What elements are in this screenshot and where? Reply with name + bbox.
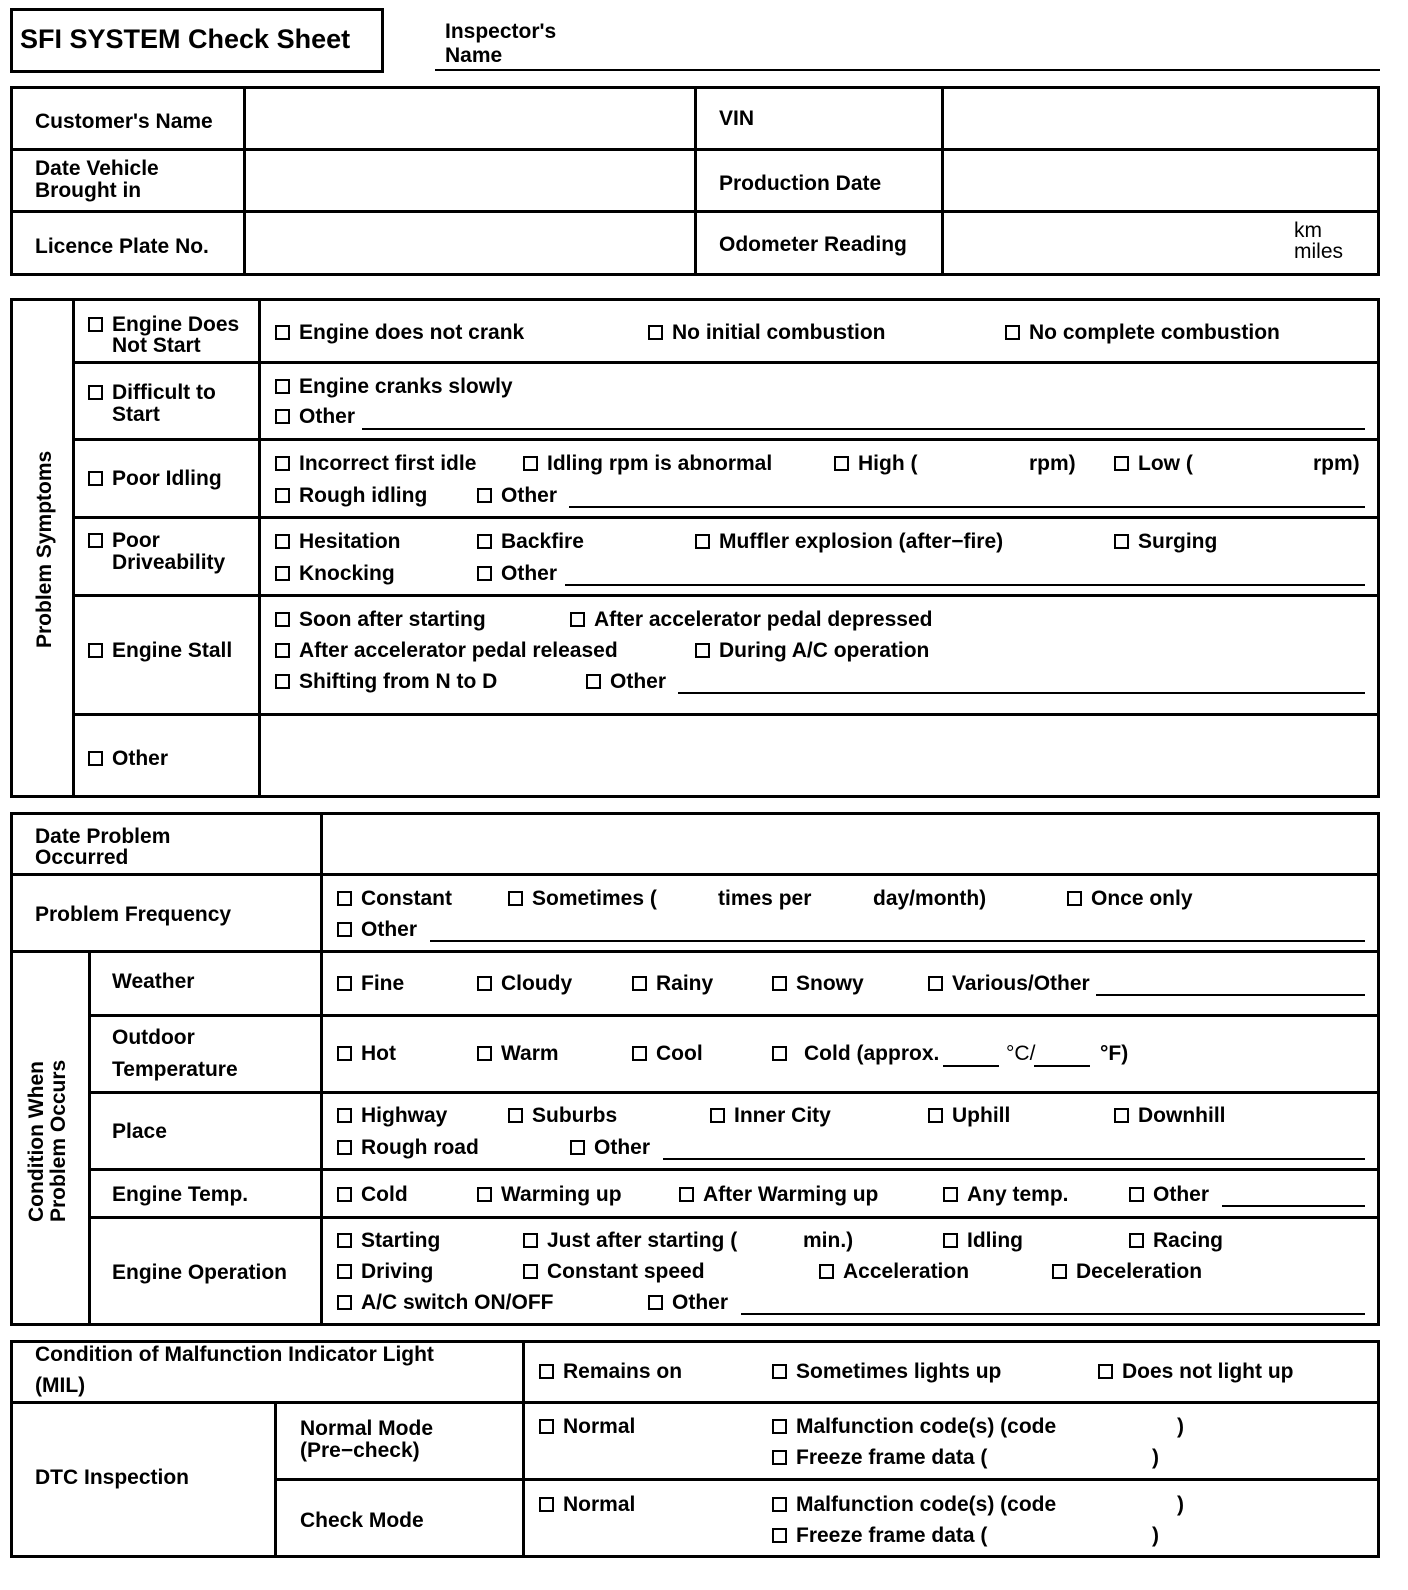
option-engine-cranks-slowly[interactable]: Engine cranks slowly	[275, 376, 513, 398]
checkbox[interactable]	[88, 643, 103, 658]
row-divider	[88, 1216, 1380, 1219]
option-sometimes-lights-up[interactable]: Sometimes lights up	[772, 1361, 1001, 1383]
option-driveability-other[interactable]: Other	[477, 563, 557, 585]
checkbox[interactable]	[523, 1264, 538, 1279]
weather-other-field[interactable]	[1096, 994, 1365, 996]
option-idling[interactable]: Idling	[943, 1230, 1023, 1252]
checkbox[interactable]	[275, 456, 290, 471]
fahrenheit-unit: °F)	[1100, 1042, 1129, 1065]
mil-label-2: (MIL)	[35, 1374, 86, 1397]
row-divider	[88, 1168, 1380, 1171]
checkbox[interactable]	[834, 456, 849, 471]
checkbox[interactable]	[88, 317, 103, 332]
symptom-other-label[interactable]: Other	[88, 748, 168, 770]
dtc-inspection-label: DTC Inspection	[35, 1466, 190, 1489]
km-unit: km	[1294, 219, 1322, 242]
checkbox[interactable]	[772, 1450, 787, 1465]
checkbox[interactable]	[570, 1140, 585, 1155]
checkbox[interactable]	[772, 1528, 787, 1543]
min-unit: min.)	[803, 1229, 854, 1252]
option-rough-idling[interactable]: Rough idling	[275, 485, 427, 507]
option-shifting-n-to-d[interactable]: Shifting from N to D	[275, 671, 497, 693]
inspector-label-1: Inspector's	[445, 20, 557, 43]
checkbox[interactable]	[586, 674, 601, 689]
option-freeze-frame-precheck[interactable]: Freeze frame data (	[772, 1447, 987, 1469]
celsius-field[interactable]	[943, 1065, 999, 1067]
option-engine-does-not-crank[interactable]: Engine does not crank	[275, 322, 524, 344]
option-warm[interactable]: Warm	[477, 1043, 559, 1065]
col-divider	[522, 1340, 525, 1558]
option-surging[interactable]: Surging	[1114, 531, 1217, 553]
option-high-rpm[interactable]: High (	[834, 453, 917, 475]
option-incorrect-first-idle[interactable]: Incorrect first idle	[275, 453, 476, 475]
option-acceleration[interactable]: Acceleration	[819, 1261, 969, 1283]
option-normal-precheck[interactable]: Normal	[539, 1416, 635, 1438]
idling-other-field[interactable]	[569, 506, 1365, 508]
option-frequency-other[interactable]: Other	[337, 919, 417, 941]
engine-does-not-start-label[interactable]: Engine Does	[88, 314, 239, 336]
option-constant-speed[interactable]: Constant speed	[523, 1261, 705, 1283]
row-divider	[10, 873, 1380, 876]
checkbox[interactable]	[928, 976, 943, 991]
checkbox[interactable]	[539, 1497, 554, 1512]
col-divider	[941, 86, 944, 276]
option-stall-other[interactable]: Other	[586, 671, 666, 693]
option-highway[interactable]: Highway	[337, 1105, 447, 1127]
option-hesitation[interactable]: Hesitation	[275, 531, 401, 553]
checkbox[interactable]	[275, 379, 290, 394]
problem-frequency-label: Problem Frequency	[35, 903, 232, 926]
option-fine[interactable]: Fine	[337, 973, 404, 995]
option-difficult-other[interactable]: Other	[275, 406, 355, 428]
option-warming-up[interactable]: Warming up	[477, 1184, 622, 1206]
checkbox[interactable]	[477, 976, 492, 991]
checkbox[interactable]	[275, 643, 290, 658]
option-cloudy[interactable]: Cloudy	[477, 973, 572, 995]
option-backfire[interactable]: Backfire	[477, 531, 584, 553]
col-divider	[258, 298, 261, 798]
checkbox[interactable]	[508, 891, 523, 906]
col-divider	[88, 950, 91, 1326]
inspector-label-2: Name	[445, 44, 503, 67]
option-various-other[interactable]: Various/Other	[928, 973, 1090, 995]
checkbox[interactable]	[337, 1295, 352, 1310]
checkbox[interactable]	[695, 534, 710, 549]
option-engine-temp-other[interactable]: Other	[1129, 1184, 1209, 1206]
checkbox[interactable]	[943, 1187, 958, 1202]
checkbox[interactable]	[819, 1264, 834, 1279]
date-problem-field[interactable]	[324, 815, 1376, 872]
option-uphill[interactable]: Uphill	[928, 1105, 1010, 1127]
customer-name-field[interactable]	[247, 89, 692, 147]
production-date-label: Production Date	[719, 172, 882, 195]
col-divider	[72, 298, 75, 798]
option-rainy[interactable]: Rainy	[632, 973, 713, 995]
checkbox[interactable]	[772, 976, 787, 991]
row-divider	[10, 1401, 1380, 1404]
checkbox[interactable]	[275, 409, 290, 424]
normal-mode-label-2: (Pre−check)	[300, 1439, 420, 1462]
checkbox[interactable]	[275, 325, 290, 340]
checkbox[interactable]	[337, 891, 352, 906]
option-place-other[interactable]: Other	[570, 1137, 650, 1159]
condition-label-2: Problem Occurs	[47, 1059, 70, 1222]
row-divider	[274, 1478, 1380, 1481]
row-divider	[72, 713, 1380, 716]
option-cold[interactable]: Cold	[337, 1184, 408, 1206]
outdoor-temp-label-2: Temperature	[112, 1058, 238, 1081]
checkbox[interactable]	[337, 976, 352, 991]
col-divider	[694, 86, 697, 276]
close-paren: )	[1177, 1493, 1184, 1516]
driveability-other-field[interactable]	[565, 584, 1365, 586]
poor-idling-label[interactable]: Poor Idling	[88, 468, 222, 490]
checkbox[interactable]	[1129, 1233, 1144, 1248]
option-operation-other[interactable]: Other	[648, 1292, 728, 1314]
weather-label: Weather	[112, 970, 195, 993]
row-divider	[88, 1091, 1380, 1094]
normal-mode-label-1: Normal Mode	[300, 1417, 434, 1440]
option-idling-rpm-abnormal[interactable]: Idling rpm is abnormal	[523, 453, 772, 475]
option-once-only[interactable]: Once only	[1067, 888, 1193, 910]
checkbox[interactable]	[275, 488, 290, 503]
times-per-text: times per	[718, 887, 812, 910]
engine-does-not-start-label-2: Not Start	[112, 334, 201, 357]
checkbox[interactable]	[1005, 325, 1020, 340]
customer-name-label: Customer's Name	[35, 110, 213, 133]
vin-field[interactable]	[945, 89, 1377, 147]
row-divider	[88, 1014, 1380, 1017]
option-constant[interactable]: Constant	[337, 888, 452, 910]
checkbox[interactable]	[477, 534, 492, 549]
checkbox[interactable]	[337, 922, 352, 937]
mil-label-1: Condition of Malfunction Indicator Light	[35, 1343, 434, 1366]
checkbox[interactable]	[632, 1046, 647, 1061]
checkbox[interactable]	[275, 612, 290, 627]
row-divider	[72, 594, 1380, 597]
option-muffler-explosion[interactable]: Muffler explosion (after−fire)	[695, 531, 1003, 553]
operation-other-field[interactable]	[741, 1313, 1365, 1315]
licence-label: Licence Plate No.	[35, 235, 209, 258]
checkbox[interactable]	[1129, 1187, 1144, 1202]
option-normal-checkmode[interactable]: Normal	[539, 1494, 635, 1516]
option-idling-other[interactable]: Other	[477, 485, 557, 507]
option-knocking[interactable]: Knocking	[275, 563, 395, 585]
difficult-to-start-label[interactable]: Difficult to	[88, 382, 216, 404]
checkbox[interactable]	[1114, 534, 1129, 549]
option-rough-road[interactable]: Rough road	[337, 1137, 479, 1159]
checkbox[interactable]	[772, 1364, 787, 1379]
option-starting[interactable]: Starting	[337, 1230, 440, 1252]
checkbox[interactable]	[337, 1187, 352, 1202]
option-after-warming-up[interactable]: After Warming up	[679, 1184, 878, 1206]
checkbox[interactable]	[477, 1046, 492, 1061]
option-sometimes[interactable]: Sometimes (	[508, 888, 657, 910]
symptom-other-field[interactable]	[262, 717, 1376, 795]
frequency-other-field[interactable]	[430, 940, 1365, 942]
difficult-other-field[interactable]	[362, 428, 1365, 430]
option-freeze-frame-checkmode[interactable]: Freeze frame data (	[772, 1525, 987, 1547]
checkbox[interactable]	[275, 534, 290, 549]
option-deceleration[interactable]: Deceleration	[1052, 1261, 1202, 1283]
miles-unit: miles	[1294, 240, 1344, 263]
checkbox[interactable]	[337, 1108, 352, 1123]
option-malfunction-code-precheck[interactable]: Malfunction code(s) (code	[772, 1416, 1056, 1438]
row-divider	[72, 438, 1380, 441]
option-remains-on[interactable]: Remains on	[539, 1361, 682, 1383]
checkbox[interactable]	[1114, 1108, 1129, 1123]
option-cold-approx[interactable]: Cold (approx.	[772, 1043, 939, 1065]
engine-temp-other-field[interactable]	[1222, 1205, 1365, 1207]
checkbox[interactable]	[337, 1233, 352, 1248]
col-divider	[243, 86, 246, 276]
col-divider	[274, 1401, 277, 1558]
option-any-temp[interactable]: Any temp.	[943, 1184, 1069, 1206]
engine-stall-label[interactable]: Engine Stall	[88, 640, 232, 662]
checkbox[interactable]	[648, 325, 663, 340]
checkbox[interactable]	[710, 1108, 725, 1123]
option-no-initial-combustion[interactable]: No initial combustion	[648, 322, 886, 344]
checkbox[interactable]	[88, 471, 103, 486]
engine-operation-label: Engine Operation	[112, 1261, 288, 1284]
checkbox[interactable]	[508, 1108, 523, 1123]
row-divider	[72, 361, 1380, 364]
checkbox[interactable]	[88, 751, 103, 766]
option-ac-switch[interactable]: A/C switch ON/OFF	[337, 1292, 554, 1314]
checkbox[interactable]	[648, 1295, 663, 1310]
checkbox[interactable]	[88, 385, 103, 400]
odometer-field[interactable]	[945, 213, 1275, 271]
licence-field[interactable]	[247, 213, 692, 271]
place-other-field[interactable]	[663, 1158, 1365, 1160]
low-rpm-unit: rpm)	[1313, 452, 1360, 475]
date-brought-label-1: Date Vehicle	[35, 157, 159, 180]
date-brought-field[interactable]	[247, 151, 692, 209]
checkbox[interactable]	[772, 1497, 787, 1512]
option-malfunction-code-checkmode[interactable]: Malfunction code(s) (code	[772, 1494, 1056, 1516]
checkbox[interactable]	[477, 488, 492, 503]
production-date-field[interactable]	[945, 151, 1377, 209]
checkbox[interactable]	[337, 1140, 352, 1155]
option-does-not-light-up[interactable]: Does not light up	[1098, 1361, 1293, 1383]
option-inner-city[interactable]: Inner City	[710, 1105, 831, 1127]
option-driving[interactable]: Driving	[337, 1261, 433, 1283]
stall-other-field[interactable]	[678, 692, 1365, 694]
checkbox[interactable]	[275, 674, 290, 689]
option-racing[interactable]: Racing	[1129, 1230, 1223, 1252]
checkbox[interactable]	[539, 1364, 554, 1379]
difficult-to-start-label-2: Start	[112, 403, 160, 426]
option-during-ac[interactable]: During A/C operation	[695, 640, 929, 662]
checkbox[interactable]	[477, 1187, 492, 1202]
outdoor-temp-label-1: Outdoor	[112, 1026, 195, 1049]
option-downhill[interactable]: Downhill	[1114, 1105, 1226, 1127]
checkbox[interactable]	[772, 1419, 787, 1434]
check-mode-label: Check Mode	[300, 1509, 424, 1532]
engine-temp-label: Engine Temp.	[112, 1183, 249, 1206]
inspector-name-field[interactable]	[435, 69, 1380, 71]
checkbox[interactable]	[772, 1046, 787, 1061]
checkbox[interactable]	[632, 976, 647, 991]
checkbox[interactable]	[523, 456, 538, 471]
poor-driveability-label-2: Driveability	[112, 551, 226, 574]
row-divider	[72, 516, 1380, 519]
option-just-after-starting[interactable]: Just after starting (	[523, 1230, 737, 1252]
option-cool[interactable]: Cool	[632, 1043, 703, 1065]
checkbox[interactable]	[570, 612, 585, 627]
close-paren: )	[1152, 1524, 1159, 1547]
odometer-label: Odometer Reading	[719, 233, 907, 256]
option-pedal-released[interactable]: After accelerator pedal released	[275, 640, 618, 662]
option-suburbs[interactable]: Suburbs	[508, 1105, 617, 1127]
option-hot[interactable]: Hot	[337, 1043, 396, 1065]
option-pedal-depressed[interactable]: After accelerator pedal depressed	[570, 609, 932, 631]
checkbox[interactable]	[1114, 456, 1129, 471]
checkbox[interactable]	[943, 1233, 958, 1248]
row-divider	[10, 950, 1380, 953]
option-snowy[interactable]: Snowy	[772, 973, 864, 995]
option-soon-after-starting[interactable]: Soon after starting	[275, 609, 486, 631]
problem-symptoms-section-label: Problem Symptoms	[33, 450, 56, 648]
checkbox[interactable]	[1098, 1364, 1113, 1379]
checkbox[interactable]	[477, 566, 492, 581]
checkbox[interactable]	[88, 533, 103, 548]
checkbox[interactable]	[679, 1187, 694, 1202]
close-paren: )	[1152, 1446, 1159, 1469]
checkbox[interactable]	[539, 1419, 554, 1434]
checkbox[interactable]	[275, 566, 290, 581]
day-month-text: day/month)	[873, 887, 987, 910]
checkbox[interactable]	[523, 1233, 538, 1248]
date-brought-label-2: Brought in	[35, 179, 142, 202]
page-title: SFI SYSTEM Check Sheet	[20, 24, 351, 54]
close-paren: )	[1177, 1415, 1184, 1438]
high-rpm-unit: rpm)	[1029, 452, 1076, 475]
checkbox[interactable]	[1052, 1264, 1067, 1279]
celsius-unit: °C/	[1006, 1042, 1036, 1065]
place-label: Place	[112, 1120, 167, 1143]
checkbox[interactable]	[337, 1264, 352, 1279]
poor-driveability-label[interactable]: Poor	[88, 530, 160, 552]
fahrenheit-field[interactable]	[1034, 1065, 1090, 1067]
vin-label: VIN	[719, 107, 755, 130]
date-problem-label-1: Date Problem	[35, 825, 171, 848]
checkbox[interactable]	[928, 1108, 943, 1123]
date-problem-label-2: Occurred	[35, 846, 129, 869]
col-divider	[320, 812, 323, 1326]
option-low-rpm[interactable]: Low (	[1114, 453, 1193, 475]
condition-label-1: Condition When	[25, 1061, 48, 1222]
checkbox[interactable]	[1067, 891, 1082, 906]
checkbox[interactable]	[695, 643, 710, 658]
option-no-complete-combustion[interactable]: No complete combustion	[1005, 322, 1280, 344]
checkbox[interactable]	[337, 1046, 352, 1061]
